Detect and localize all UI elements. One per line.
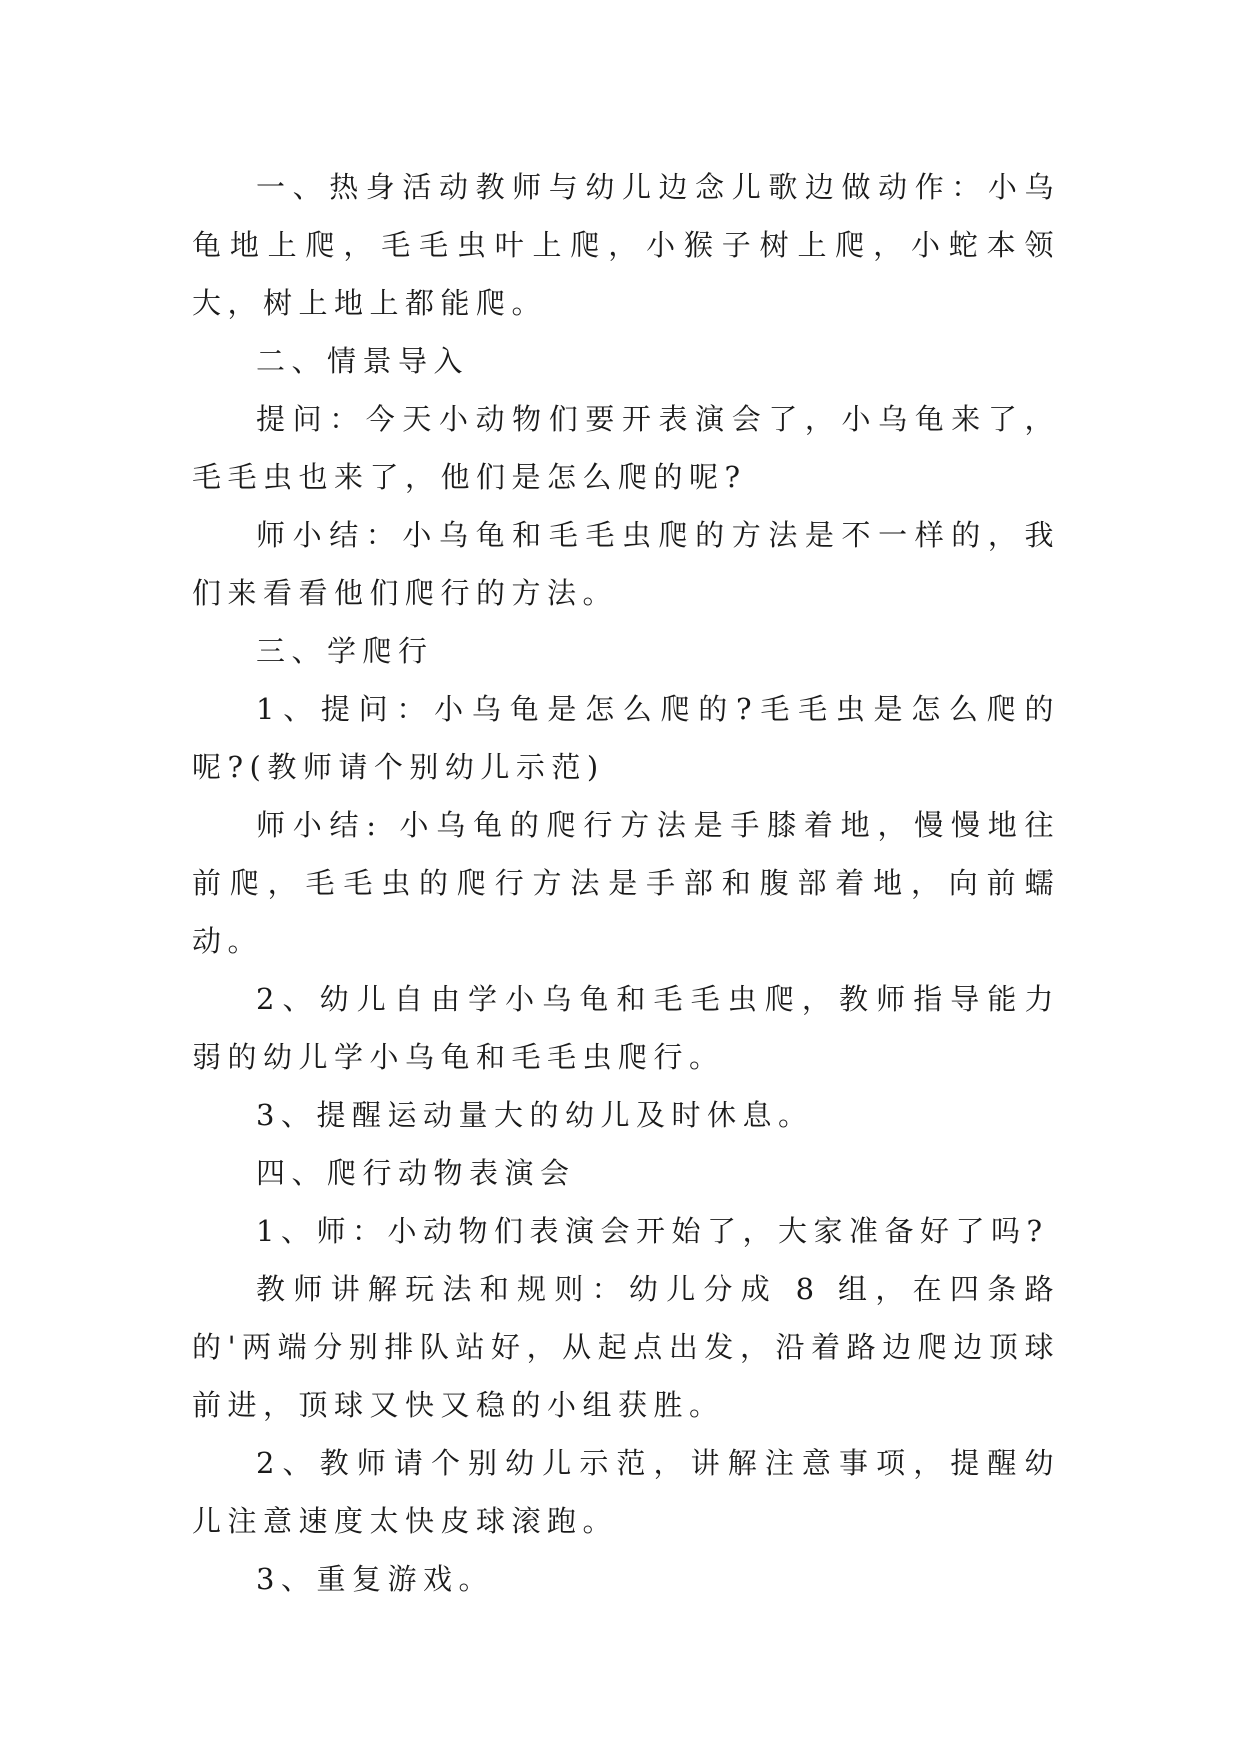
paragraph-question: 提问：今天小动物们要开表演会了，小乌龟来了，毛毛虫也来了，他们是怎么爬的呢?: [192, 402, 1060, 494]
paragraph-teacher-summary-1: 师小结：小乌龟和毛毛虫爬的方法是不一样的，我们来看看他们爬行的方法。: [192, 518, 1060, 610]
paragraph-rest-reminder: 3、提醒运动量大的幼儿及时休息。: [256, 1098, 814, 1132]
document-body: [192, 158, 1060, 1608]
paragraph-repeat-game: 3、重复游戏。: [256, 1562, 494, 1596]
heading-scene-intro: 二、情景导入: [256, 344, 470, 378]
paragraph-demonstration: 2、教师请个别幼儿示范，讲解注意事项，提醒幼儿注意速度太快皮球滚跑。: [192, 1446, 1060, 1538]
paragraph-crawl-question: 1、提问：小乌龟是怎么爬的?毛毛虫是怎么爬的呢?(教师请个别幼儿示范): [192, 692, 1060, 784]
heading-learn-crawling: 三、学爬行: [256, 634, 434, 668]
paragraph-warmup: 一、热身活动教师与幼儿边念儿歌边做动作：小乌龟地上爬，毛毛虫叶上爬，小猴子树上爬，小蛇本领大，树上地上都能爬。: [192, 170, 1060, 320]
paragraph-performance-start: 1、师：小动物们表演会开始了，大家准备好了吗?: [256, 1214, 1049, 1248]
paragraph-teacher-summary-2: 师小结: 小乌龟的爬行方法是手膝着地，慢慢地往前爬，毛毛虫的爬行方法是手部和腹部着地，向前蠕动。: [192, 808, 1060, 958]
heading-performance: 四、爬行动物表演会: [256, 1156, 576, 1190]
paragraph-game-rules: 教师讲解玩法和规则：幼儿分成 8 组，在四条路的'两端分别排队站好，从起点出发，沿着路边爬边顶球前进，顶球又快又稳的小组获胜。: [192, 1272, 1060, 1422]
paragraph-free-practice: 2、幼儿自由学小乌龟和毛毛虫爬，教师指导能力弱的幼儿学小乌龟和毛毛虫爬行。: [192, 982, 1060, 1074]
